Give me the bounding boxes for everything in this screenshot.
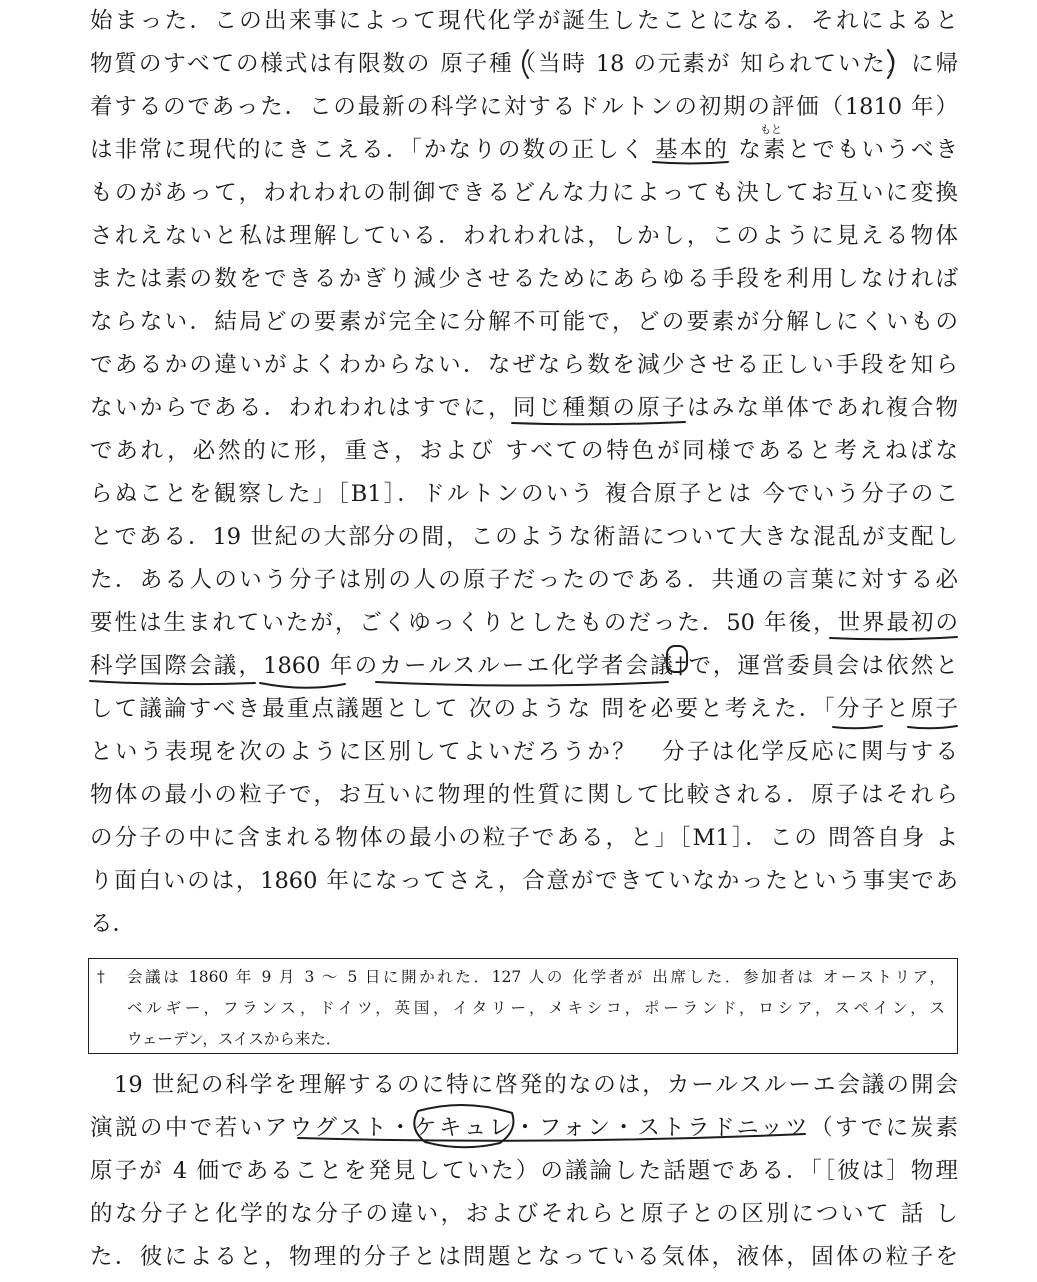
footnote-line (97, 993, 945, 1024)
text-line: とである．19 世紀の大部分の間，このような術語について大きな混乱が支配し (90, 524, 958, 550)
text-line: は非常に現代的にきこえる．「かなりの数の正しく 基本的 な素とでもいうべき (90, 137, 958, 163)
text-line: 物質のすべての様式は有限数の 原子種（当時 18 の元素が 知られていた）に帰 (90, 51, 958, 77)
text-line: 19 世紀の科学を理解するのに特に啓発的なのは，カールスルーエ会議の開会 (114, 1072, 958, 1098)
body-paragraph-2 (90, 1064, 958, 1279)
text-line: ないからである．われわれはすでに，同じ種類の原子はみな単体であれ複合物 (90, 395, 958, 421)
text-line: 的な分子と化学的な分子の違い，およびそれらと原子との区別について 話 し (90, 1201, 958, 1227)
text-line: ものがあって，われわれの制御できるどんな力によっても決してお互いに変換 (90, 180, 958, 206)
dagger-mark: † (97, 968, 105, 986)
text-line: 着するのであった．この最新の科学に対するドルトンの初期の評価（1810 年） (90, 94, 958, 120)
text-line: または素の数をできるかぎり減少させるためにあらゆる手段を利用しなければ (90, 266, 958, 292)
text-line: であるかの違いがよくわからない．なぜなら数を減少させる正しい手段を知ら (90, 352, 958, 378)
text-line: 演説の中で若いアウグスト・ケキュレ・フォン・ストラドニッツ（すでに炭素 (90, 1115, 958, 1141)
text-line: らぬことを観察した」［B1］．ドルトンのいう 複合原子とは 今でいう分子のこ (90, 481, 958, 507)
footnote-text: ベルギー，フランス，ドイツ，英国，イタリー，メキシコ，ポーランド，ロシア，スペイン，ス (127, 999, 945, 1017)
text-line: 物体の最小の粒子で，お互いに物理的性質に関して比較される．原子はそれら (90, 782, 958, 808)
text-line: という表現を次のように区別してよいだろうか？ 分子は化学反応に関与する (90, 739, 958, 765)
footnote-line (97, 1024, 945, 1055)
text-line: ならない．結局どの要素が完全に分解不可能で，どの要素が分解しにくいもの (90, 309, 958, 335)
footnote-text: ウェーデン，スイスから来た． (127, 1030, 342, 1048)
text-line: の分子の中に含まれる物体の最小の粒子である，と」［M1］．この 問答自身 よ (90, 825, 958, 851)
text-line: る． (90, 911, 136, 937)
ruby-annotation: もと (760, 123, 782, 136)
body-paragraph-1 (90, 0, 958, 946)
text-line: であれ，必然的に形，重さ，および すべての特色が同様であると考えねばな (90, 438, 958, 464)
text-line: して議論すべき最重点議題として 次のような 問を必要と考えた．「分子と原子 (90, 696, 958, 722)
footnote-text: 会議は 1860 年 9 月 3 ～ 5 日に開かれた．127 人の 化学者が 出席した．参加者は オーストリア， (127, 968, 945, 986)
text-line: 始まった．この出来事によって現代化学が誕生したことになる．それによると (90, 8, 958, 34)
text-line: た．ある人のいう分子は別の人の原子だったのである．共通の言葉に対する必 (90, 567, 958, 593)
text-line: り面白いのは，1860 年になってさえ，合意ができていなかったという事実であ (90, 868, 958, 894)
footnote-line (97, 962, 945, 993)
text-line: 原子が 4 価であることを発見していた）の議論した話題である．「［彼は］物理 (90, 1158, 958, 1184)
text-line: 要性は生まれていたが，ごくゆっくりとしたものだった．50 年後，世界最初の (90, 610, 958, 636)
text-line: た．彼によると，物理的分子とは問題となっている気体，液体，固体の粒子を (90, 1244, 958, 1270)
text-line: 科学国際会議，1860 年のカールスルーエ化学者会議†で，運営委員会は依然と (90, 653, 958, 679)
text-line: されえないと私は理解している．われわれは，しかし，このように見える物体 (90, 223, 958, 249)
footnote-box (88, 958, 958, 1054)
